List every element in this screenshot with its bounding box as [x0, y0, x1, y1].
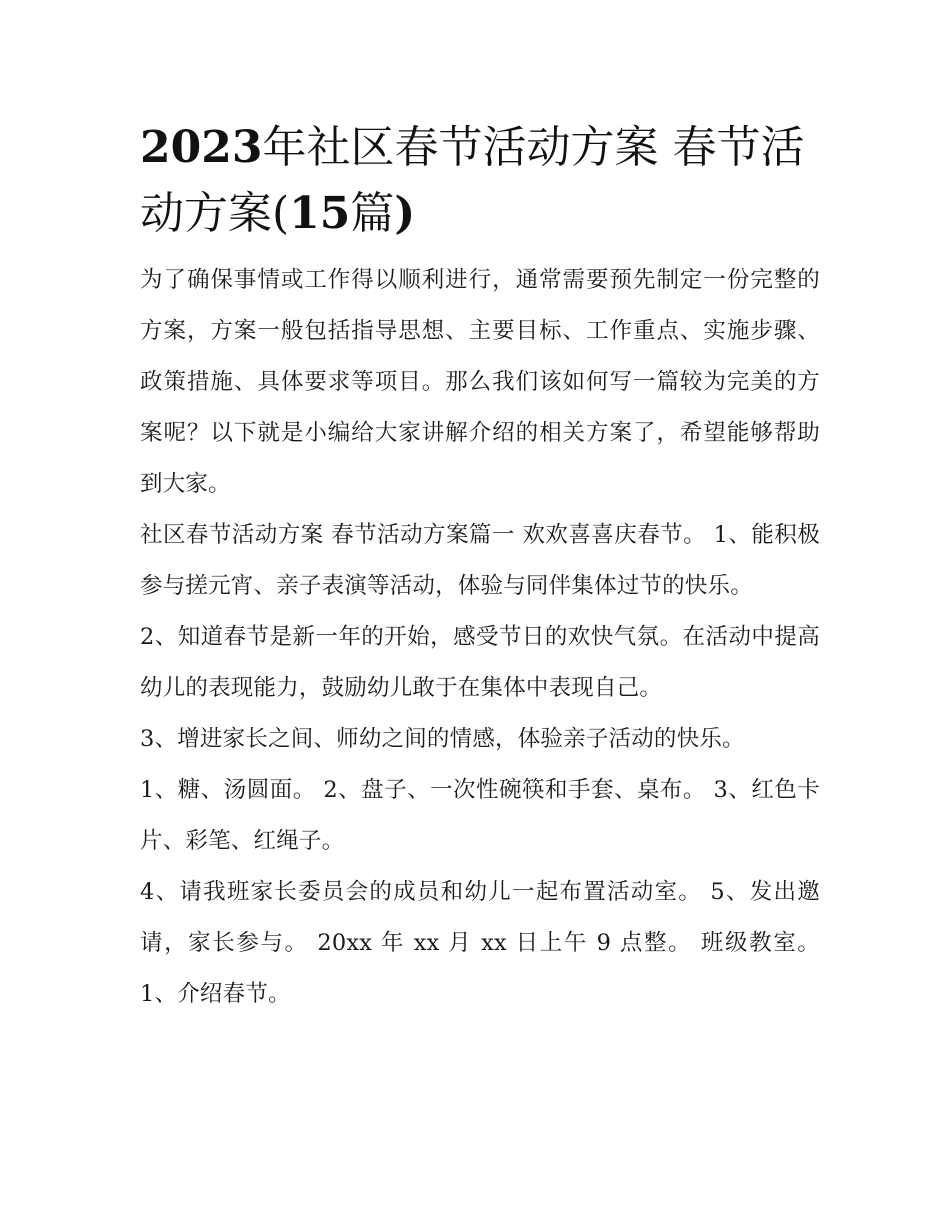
intro-paragraph: 为了确保事情或工作得以顺利进行，通常需要预先制定一份完整的方案，方案一般包括指导思想、主要目标、工作重点、实施步骤、政策措施、具体要求等项目。那么我们该如何写一篇较为完美的方案呢？以下就是小编给大家讲解介绍的相关方案了，希望能够帮助到大家。 [140, 267, 820, 497]
title-year: 2023 [140, 122, 263, 173]
title-count: 15 [289, 188, 351, 239]
document-page [140, 115, 820, 1020]
title-text: 年社区春节活动方案 春节活动方案( [140, 122, 805, 239]
title-close: ) [394, 188, 416, 239]
title-suffix: 篇 [350, 188, 395, 239]
body-paragraph: 3、增进家长之间、师幼之间的情感，体验亲子活动的快乐。 [140, 726, 745, 752]
body-paragraph: 1、糖、汤圆面。 2、盘子、一次性碗筷和手套、桌布。 3、红色卡片、彩笔、红绳子。 [140, 777, 820, 854]
body-paragraph: 2、知道春节是新一年的开始，感受节日的欢快气氛。在活动中提高幼儿的表现能力，鼓励幼儿敢于在集体中表现自己。 [140, 624, 820, 701]
body-paragraph: 4、请我班家长委员会的成员和幼儿一起布置活动室。 5、发出邀请，家长参与。 20xx 年 xx 月 xx 日上午 9 点整。 班级教室。 1、介绍春节。 [140, 879, 820, 1007]
document-title [140, 115, 820, 247]
body-paragraph: 社区春节活动方案 春节活动方案篇一 欢欢喜喜庆春节。 1、能积极参与搓元宵、亲子表演等活动，体验与同伴集体过节的快乐。 [140, 522, 820, 599]
